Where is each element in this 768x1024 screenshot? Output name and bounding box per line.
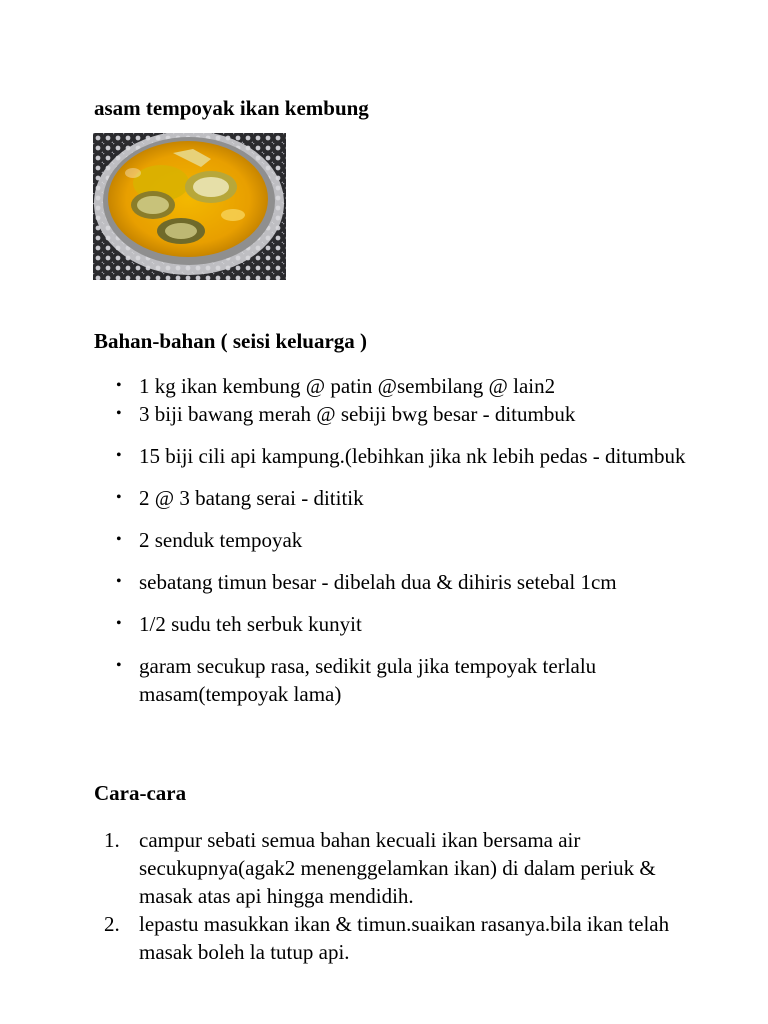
list-item: • garam secukup rasa, sedikit gula jika tempoyak terlalu masam(tempoyak lama) [0, 652, 768, 708]
recipe-title: asam tempoyak ikan kembung [94, 96, 369, 120]
list-item: • 2 @ 3 batang serai - dititik [0, 484, 768, 512]
list-item: • 3 biji bawang merah @ sebiji bwg besar - ditumbuk [0, 400, 768, 428]
dish-photo [93, 133, 286, 280]
list-item: • 15 biji cili api kampung.(lebihkan jika nk lebih pedas - ditumbuk [0, 442, 768, 470]
ingredients-heading: Bahan-bahan ( seisi keluarga ) [94, 329, 368, 353]
step-item [0, 826, 768, 910]
list-item: • 2 senduk tempoyak [0, 526, 768, 554]
list-item: • 1/2 sudu teh serbuk kunyit [0, 610, 768, 638]
steps-list [0, 826, 768, 966]
ingredients-list [0, 372, 768, 722]
step-item [0, 910, 768, 966]
method-heading: Cara-cara [94, 781, 187, 805]
list-item: • sebatang timun besar - dibelah dua & dihiris setebal 1cm [0, 568, 768, 596]
step-number: 2. [104, 912, 120, 936]
step-text: campur sebati semua bahan kecuali ikan bersama air secukupnya(agak2 menenggelamkan ikan) di dalam periuk & masak atas api hingga mendidih. [139, 828, 656, 908]
list-item: • 1 kg ikan kembung @ patin @sembilang @ lain2 [0, 372, 768, 400]
step-number: 1. [104, 828, 120, 852]
step-text: lepastu masukkan ikan & timun.suaikan rasanya.bila ikan telah masak boleh la tutup api. [139, 912, 670, 964]
